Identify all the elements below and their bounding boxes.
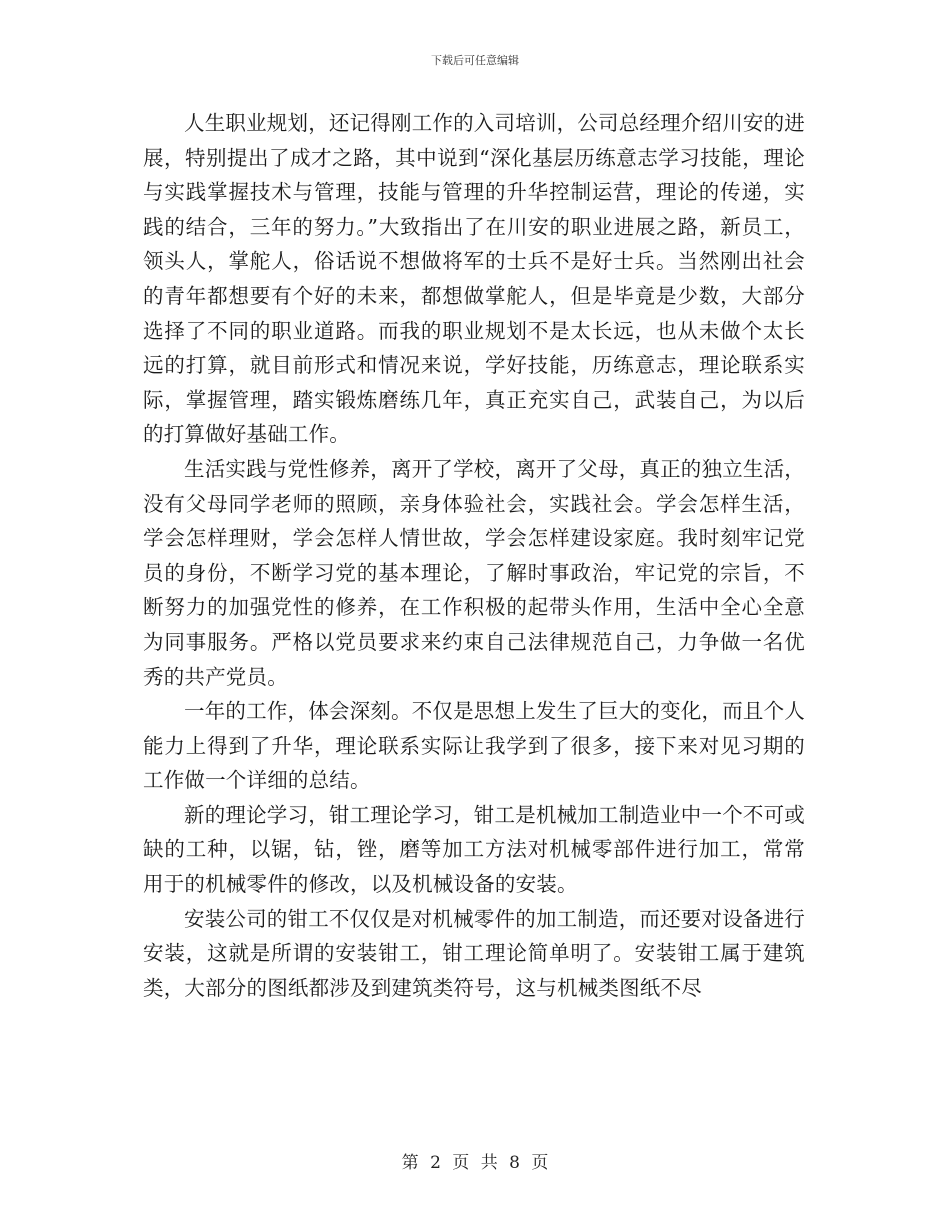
paragraph-installation-fitter: 安装公司的钳工不仅仅是对机械零件的加工制造，而还要对设备进行安装，这就是所谓的安装钳工，钳工理论简单明了。安装钳工属于建筑类，大部分的图纸都涉及到建筑类符号，这与机械类图纸不尽 — [143, 906, 805, 1000]
paragraph-fitter-theory: 新的理论学习，钳工理论学习，钳工是机械加工制造业中一个不可或缺的工种，以锯，钻，锉，磨等加工方法对机械零部件进行加工，常常用于的机械零件的修改，以及机械设备的安装。 — [143, 802, 805, 897]
paragraph-year-summary: 一年的工作，体会深刻。不仅是思想上发生了巨大的变化，而且个人能力上得到了升华，理论联系实际让我学到了很多，接下来对见习期的工作做一个详细的总结。 — [143, 699, 805, 793]
paragraph-career-plan: 人生职业规划，还记得刚工作的入司培训，公司总经理介绍川安的进展，特别提出了成才之路，其中说到“深化基层历练意志学习技能，理论与实践掌握技术与管理，技能与管理的升华控制运营，理论的传递，实践的结合，三年的努力。”大致指出了在川安的职业进展之路，新员工，领头人，掌舵人，俗话说不想做将军的士兵不是好士兵。当然刚出社会的青年都想要有个好的未来，都想做掌舵人，但是毕竟是少数，大部分选择了不同的职业道路。而我的职业规划不是太长远，也从未做个太长远的打算，就目前形式和情况来说，学好技能，历练意志，理论联系实际，掌握管理，踏实锻炼磨练几年，真正充实自己，武装自己，为以后的打算做好基础工作。 — [143, 111, 805, 447]
page-header: 下载后可任意编辑 — [431, 54, 519, 67]
page-number: 第 2 页 共 8 页 — [401, 1153, 549, 1173]
document-body — [143, 106, 805, 1005]
paragraph-party-cultivation: 生活实践与党性修养，离开了学校，离开了父母，真正的独立生活，没有父母同学老师的照顾，亲身体验社会，实践社会。学会怎样生活，学会怎样理财，学会怎样人情世故，学会怎样建设家庭。我时刻牢记党员的身份，不断学习党的基本理论，了解时事政治，牢记党的宗旨，不断努力的加强党性的修养，在工作积极的起带头作用，生活中全心全意为同事服务。严格以党员要求来约束自己法律规范自己，力争做一名优秀的共产党员。 — [143, 456, 805, 689]
